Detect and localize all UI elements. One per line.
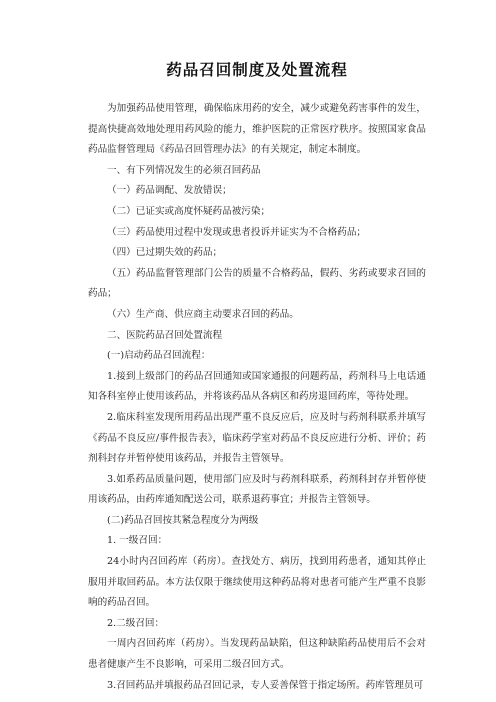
paragraph: （二）已证实或高度怀疑药品被污染； — [107, 205, 271, 217]
paragraph: 2.临床科室发现所用药品出现严重不良反应后，应及时与药剂科联系并填写《药品不良反应/事件报告表》，临床药学室对药品不良反应进行分析、评价；药剂科封存并暂停使用该药品，并报告主管领导。 — [88, 411, 426, 465]
paragraph: 一、有下列情况发生的必须召回药品 — [107, 164, 261, 176]
paragraph: （四）已过期失效的药品； — [107, 247, 223, 259]
document-body — [88, 99, 426, 696]
paragraph: (二)药品召回按其紧急程度分为两级 — [107, 514, 259, 526]
paragraph: 1.接到上级部门的药品召回通知或国家通报的问题药品，药剂科马上电话通知各科室停止使用该药品，并将该药品从各病区和药房退回药库，等待处理。 — [88, 370, 426, 403]
paragraph: (一)启动药品召回流程： — [107, 350, 211, 362]
paragraph: （五）药品监督管理部门公告的质量不合格药品，假药、劣药或要求召回的药品； — [88, 267, 426, 300]
paragraph: 1. 一级召回： — [107, 535, 168, 547]
paragraph: 为加强药品使用管理，确保临床用药的安全，减少或避免药害事件的发生，提高快捷高效地处理用药风险的能力，维护医院的正常医疗秩序。按照国家食品药品监督管理局《药品召回管理办法》的有关规定，制定本制度。 — [88, 103, 426, 156]
paragraph: 3.召回药品并填报药品召回记录，专人妥善保管于指定场所。药库管理员可 — [107, 679, 424, 691]
paragraph: 3.如系药品质量问题，使用部门应及时与药剂科联系，药剂科封存并暂停使用该药品，由药库通知配送公司，联系退药事宜；并报告主管领导。 — [88, 473, 426, 506]
paragraph: 2.二级召回： — [107, 617, 165, 629]
paragraph: （六）生产商、供应商主动要求召回的药品。 — [107, 308, 299, 320]
paragraph: （三）药品使用过程中发现或患者投诉并证实为不合格药品； — [107, 226, 367, 238]
paragraph: 24小时内召回药库（药房）。查找处方、病历，找到用药患者，通知其停止服用并取回药品。本方法仅限于继续使用这种药品将对患者可能产生严重不良影响的药品召回。 — [88, 556, 426, 609]
document-title: 药品召回制度及处置流程 — [166, 61, 348, 79]
paragraph: 一周内召回药库（药房）。当发现药品缺陷，但这种缺陷药品使用后不会对患者健康产生不良影响，可采用二级召回方式。 — [88, 638, 426, 671]
paragraph: 二、医院药品召回处置流程 — [107, 329, 223, 341]
paragraph: （一）药品调配、发放错误； — [107, 185, 232, 197]
